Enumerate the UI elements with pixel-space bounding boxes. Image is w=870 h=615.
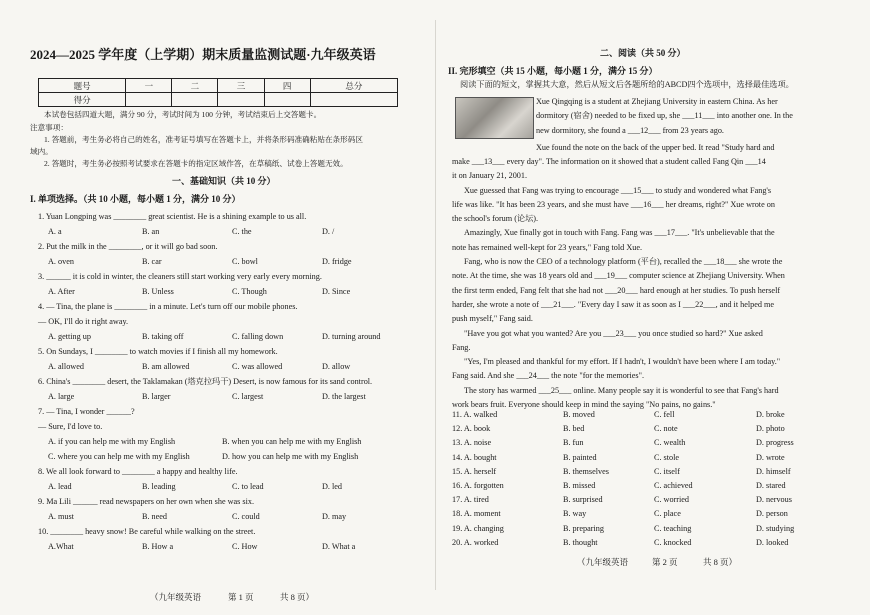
passage-line: the first term ended, Fang felt that she had not ___20___ hard enough at her studies. To push herself [452, 285, 781, 295]
footer-page: 第 1 页 [228, 592, 254, 602]
score-cell: 题号 [39, 79, 126, 93]
passage-line: make ___13___ every day". The information on it showed that a student called Fang Qin ___14 [452, 156, 766, 166]
passage-line: Xue found the note on the back of the upper bed. It read "Study hard and [536, 142, 775, 152]
notice-line: 本试卷包括四道大题，满分 90 分，考试时间为 100 分钟，考试结束后上交答题卡。 [44, 110, 322, 119]
passage-line: Xue Qingqing is a student at Zhejiang University in eastern China. As her [536, 97, 778, 106]
score-table [38, 78, 398, 107]
question-stem: 8. We all look forward to ________ a happy and healthy life. [38, 467, 238, 476]
passage-line: Xue guessed that Fang was trying to encourage ___15___ to study and wondered what Fang's [464, 185, 772, 195]
notice-line: 2. 答题时，考生务必按照考试要求在答题卡的指定区域作答，在草稿纸、试卷上答题无效。 [44, 159, 348, 168]
cloze-option: D. himself [756, 466, 791, 476]
cloze-option: D. stared [756, 481, 786, 490]
notice-line: 域内。 [30, 147, 53, 156]
answer-option: C. largest [232, 392, 264, 401]
cloze-option: 13. A. noise [452, 438, 492, 448]
answer-option: D. may [322, 512, 347, 521]
footer-subject: （九年级英语 [577, 557, 629, 567]
answer-option: D. led [322, 482, 343, 491]
answer-option: C. the [232, 227, 252, 236]
score-cell: 总分 [310, 79, 397, 93]
passage-line: harder, she wrote a note of ___21___. "Every day I saw it as soon as I ___22___, and it helped me [452, 299, 775, 309]
score-cell [126, 93, 172, 107]
answer-option: B. Unless [142, 287, 174, 296]
answer-option: A. After [48, 287, 75, 296]
cloze-option: B. missed [563, 481, 596, 490]
page-divider [435, 20, 436, 590]
passage-line: Fang said. And she ___24___ the note "for the memories". [452, 371, 645, 381]
notice-line: 注意事项： [30, 123, 68, 132]
cloze-option: 15. A. herself [452, 466, 497, 476]
question-stem: — OK, I'll do it right away. [38, 317, 129, 326]
answer-option: A. lead [48, 482, 72, 491]
answer-option: C. Though [232, 287, 267, 296]
answer-option: C. bowl [232, 257, 258, 266]
cloze-option: 14. A. bought [452, 452, 497, 462]
cloze-option: C. achieved [654, 481, 693, 490]
answer-option: B. an [142, 227, 160, 236]
answer-option: C. was allowed [232, 362, 283, 371]
cloze-option: B. bed [563, 424, 585, 434]
cloze-instruction: 阅读下面的短文，掌握其大意，然后从短文后各题所给的ABCD四个选项中，选择最佳选项。 [460, 80, 794, 89]
cloze-option: 12. A. book [452, 424, 491, 434]
question-stem: 7. — Tina, I wonder ______? [38, 407, 135, 416]
passage-line: new dormitory, she found a ___12___ from 23 years ago. [536, 125, 724, 135]
answer-option: B. when you can help me with my English [222, 437, 362, 446]
cloze-option: D. photo [756, 424, 785, 434]
passage-line: the school's forum (论坛). [452, 214, 539, 224]
score-cell: 二 [172, 79, 218, 93]
cloze-option: 11. A. walked [452, 410, 498, 419]
cloze-option: C. stole [654, 452, 680, 462]
cloze-option: B. moved [563, 410, 595, 419]
passage-line: The story has warmed ___25___ online. Many people say it is wonderful to see that Fang's hard [464, 385, 779, 395]
score-cell: 四 [264, 79, 310, 93]
cloze-option: C. fell [654, 410, 675, 419]
answer-option: A. if you can help me with my English [48, 437, 176, 446]
question-stem: 6. China's ________ desert, the Taklamakan (塔克拉玛干) Desert, is now famous for its sand control. [38, 377, 373, 386]
score-cell [264, 93, 310, 107]
dormitory-note-photo [455, 97, 534, 139]
answer-option: B. need [142, 512, 168, 521]
cloze-option: C. note [654, 424, 678, 434]
answer-option: D. Since [322, 287, 351, 296]
question-stem: 1. Yuan Longping was ________ great scientist. He is a shining example to us all. [38, 212, 307, 221]
score-cell [310, 93, 397, 107]
cloze-option: D. studying [756, 523, 795, 533]
part-heading-single-choice: I. 单项选择。（共 10 小题，每小题 1 分，满分 10 分） [30, 194, 241, 204]
answer-option: B. leading [142, 482, 176, 491]
cloze-option: 19. A. changing [452, 523, 504, 533]
cloze-option: C. itself [654, 466, 680, 476]
answer-option: C. How [232, 542, 258, 551]
question-stem: 3. ______ it is cold in winter, the cleaners still start working very early every morning. [38, 272, 322, 281]
cloze-option: D. broke [756, 410, 785, 419]
footer-page: 第 2 页 [652, 557, 678, 567]
cloze-option: B. painted [563, 452, 597, 462]
cloze-option: C. wealth [654, 438, 686, 448]
cloze-option: 16. A. forgotten [452, 481, 504, 490]
section-heading-reading: 二、阅读（共 50 分） [600, 48, 686, 58]
footer-total: 共 8 页） [703, 557, 738, 567]
answer-option: A. getting up [48, 332, 91, 341]
score-table-score-row [39, 93, 398, 107]
cloze-option: 20. A. worked [452, 537, 499, 547]
passage-line: push myself," Fang said. [452, 314, 533, 324]
answer-option: A. large [48, 392, 75, 401]
cloze-option: C. knocked [654, 537, 692, 547]
cloze-option: D. progress [756, 438, 794, 448]
answer-option: B. taking off [142, 332, 184, 341]
cloze-option: B. fun [563, 438, 584, 448]
cloze-option: B. surprised [563, 495, 603, 505]
question-stem: 4. — Tina, the plane is ________ in a minute. Let's turn off our mobile phones. [38, 302, 298, 311]
cloze-option: C. worried [654, 495, 690, 505]
score-cell [172, 93, 218, 107]
answer-option: C. to lead [232, 482, 264, 491]
answer-option: D. fridge [322, 257, 352, 266]
answer-option: A. allowed [48, 362, 84, 371]
score-cell: 一 [126, 79, 172, 93]
answer-option: D. What a [322, 542, 356, 551]
cloze-option: C. teaching [654, 523, 692, 533]
question-stem: 2. Put the milk in the ________, or it will go bad soon. [38, 242, 218, 251]
answer-option: D. / [322, 227, 335, 236]
score-cell: 三 [218, 79, 264, 93]
passage-line: "Yes, I'm pleased and thankful for my effort. If I hadn't, I wouldn't have been where I am today." [464, 357, 781, 367]
question-stem: 9. Ma Lili ______ read newspapers on her own when she was six. [38, 497, 255, 506]
cloze-option: D. wrote [756, 452, 785, 462]
cloze-option: D. looked [756, 537, 789, 547]
answer-option: D. the largest [322, 392, 366, 401]
passage-line: it on January 21, 2001. [452, 171, 528, 181]
passage-line: work bears fruit. Everyone should keep in mind the saying "No pains, no gains." [452, 400, 716, 409]
passage-line: Fang, who is now the CEO of a technology platform (平台), recalled the ___18___ she wrote the [464, 257, 783, 266]
passage-line: "Have you got what you wanted? Are you ___23___ you once studied so hard?" Xue asked [464, 328, 763, 338]
answer-option: C. falling down [232, 332, 284, 341]
cloze-option: D. person [756, 509, 788, 519]
answer-option: A.What [48, 542, 74, 551]
score-cell [218, 93, 264, 107]
answer-option: B. How a [142, 542, 174, 551]
passage-line: life was like. "It has been 23 years, and she must have ___16___ her dreams, right?" Xue wrote on [452, 199, 775, 209]
passage-line: Fang. [452, 342, 471, 352]
answer-option: B. car [142, 257, 162, 266]
answer-option: C. could [232, 512, 260, 521]
footer-subject: （九年级英语 [150, 592, 202, 602]
notice-line: 1. 答题前，考生务必将自己的姓名，准考证号填写在答题卡上，并将条形码准确粘贴在条形码区 [44, 135, 363, 144]
question-stem: 5. On Sundays, I ________ to watch movies if I finish all my homework. [38, 347, 278, 356]
section-heading-basics: 一、基础知识（共 10 分） [172, 176, 276, 186]
exam-title: 2024—2025 学年度（上学期）期末质量监测试题·九年级英语 [30, 47, 376, 62]
part-heading-cloze: II. 完形填空（共 15 小题，每小题 1 分，满分 15 分） [448, 66, 658, 76]
question-stem: 10. ________ heavy snow! Be careful while walking on the street. [38, 527, 256, 536]
passage-line: note. At the time, she was 18 years old and ___19___ computer science at Zhejiang University. When [452, 271, 785, 281]
passage-line: Amazingly, Xue finally got in touch with Fang. Fang was ___17___. "It's unbelievable that the [464, 228, 775, 238]
cloze-option: 17. A. tired [452, 495, 489, 505]
cloze-option: D. nervous [756, 495, 792, 505]
answer-option: A. a [48, 227, 62, 236]
footer-total: 共 8 页） [280, 592, 315, 602]
answer-option: D. turning around [322, 332, 381, 341]
cloze-option: B. way [563, 509, 587, 519]
score-table-header-row [39, 79, 398, 93]
cloze-option: 18. A. moment [452, 509, 501, 519]
passage-line: dormitory (宿舍) needed to be fixed up, she ___11___ into another one. In the [536, 111, 793, 121]
cloze-option: C. place [654, 509, 681, 519]
cloze-option: B. preparing [563, 523, 604, 533]
answer-option: D. allow [322, 362, 351, 371]
answer-option: B. am allowed [142, 362, 190, 371]
answer-option: B. larger [142, 392, 171, 401]
answer-option: A. must [48, 512, 74, 521]
passage-line: note has remained well-kept for 23 years," Fang told Xue. [452, 242, 643, 252]
score-cell: 得分 [39, 93, 126, 107]
cloze-option: B. themselves [563, 466, 609, 476]
cloze-option: B. thought [563, 537, 598, 547]
answer-option: D. how you can help me with my English [222, 452, 359, 461]
answer-option: A. oven [48, 257, 74, 266]
answer-option: C. where you can help me with my English [48, 452, 190, 461]
question-stem: — Sure, I'd love to. [38, 422, 103, 431]
